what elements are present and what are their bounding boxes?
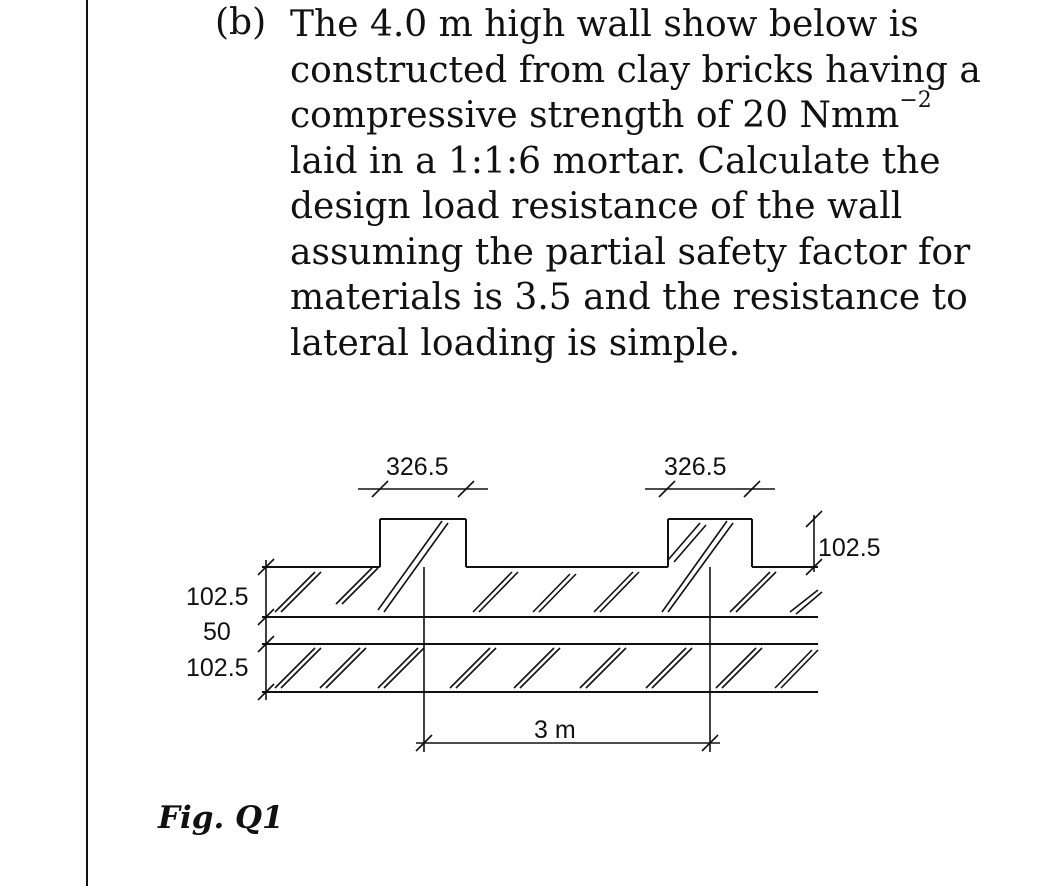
question-line: constructed from clay bricks having a [290,49,981,91]
pier-projection-label: 102.5 [818,534,881,562]
question-label: (b) [215,2,267,43]
question-line: laid in a 1:1:6 mortar. Calculate the [290,140,941,182]
question-line: design load resistance of the wall [290,186,903,227]
figure-caption: Fig. Q1 [158,800,284,836]
inner-leaf-label: 102.5 [186,654,249,682]
pier-width-left-label: 326.5 [386,453,449,481]
question-line-text: compressive strength of 20 Nmm [290,95,900,136]
pier-dimension-lines [358,481,775,497]
inner-leaf-hatching [275,648,818,688]
question-line: lateral loading is simple. [290,322,741,364]
outer-leaf-label: 102.5 [186,583,249,611]
question-line: The 4.0 m high wall show below is [290,4,919,45]
left-dimension-line [258,559,274,700]
pier-spacing-label: 3 m [534,716,576,744]
question-line: materials is 3.5 and the resistance to [290,277,968,318]
cavity-label: 50 [203,618,231,646]
question-line: assuming the partial safety factor for [290,231,971,273]
pier-width-right-label: 326.5 [664,453,727,481]
unit-exponent: −2 [899,88,932,113]
